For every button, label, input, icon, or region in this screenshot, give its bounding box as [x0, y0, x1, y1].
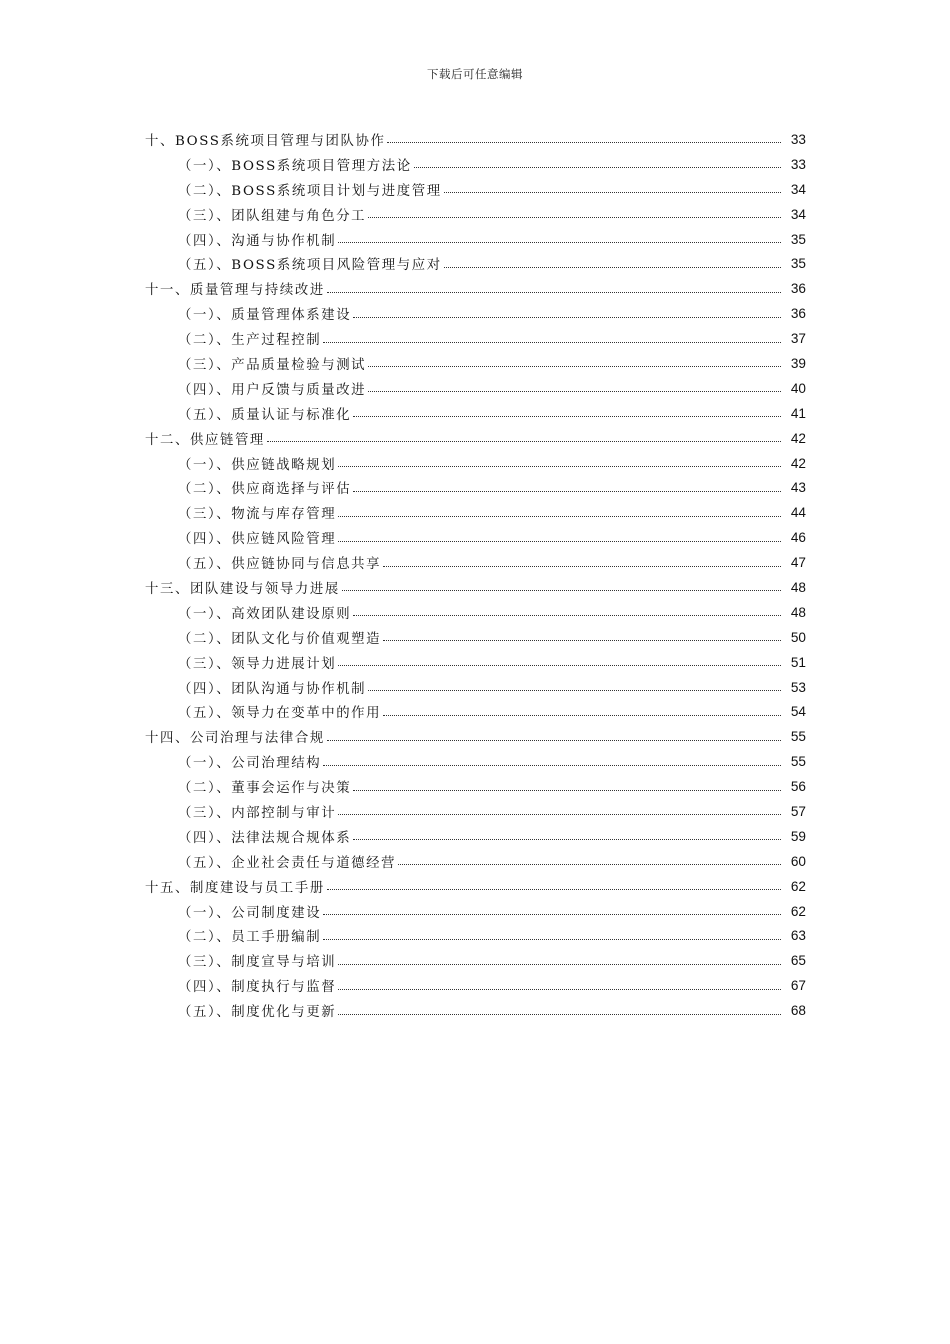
toc-section-entry[interactable] — [0, 749, 950, 774]
toc-entry-title: （三）、制度宣导与培训 — [178, 955, 337, 971]
toc-chapter-entry[interactable] — [0, 426, 950, 451]
toc-page-number: 35 — [790, 256, 806, 272]
toc-dot-leader — [368, 366, 781, 367]
toc-entry-title: （四）、供应链风险管理 — [178, 532, 337, 548]
toc-dot-leader — [383, 566, 781, 567]
table-of-contents — [0, 127, 950, 1023]
toc-entry-title: （二）、生产过程控制 — [178, 333, 322, 349]
toc-entry-title: （一）、质量管理体系建设 — [178, 308, 352, 324]
toc-page-number: 57 — [790, 803, 806, 819]
toc-entry-title: （四）、沟通与协作机制 — [178, 233, 337, 249]
toc-entry-title: （五）、制度优化与更新 — [178, 1005, 337, 1021]
toc-page-number: 62 — [790, 878, 806, 894]
toc-entry-title: （五）、质量认证与标准化 — [178, 407, 352, 423]
toc-entry-title: 十四、公司治理与法律合规 — [145, 731, 325, 747]
toc-page-number: 68 — [790, 1003, 806, 1019]
toc-section-entry[interactable] — [0, 301, 950, 326]
toc-page-number: 55 — [790, 729, 806, 745]
toc-section-entry[interactable] — [0, 500, 950, 525]
toc-section-entry[interactable] — [0, 227, 950, 252]
toc-entry-title: （四）、用户反馈与质量改进 — [178, 382, 367, 398]
toc-entry-title: （二）、供应商选择与评估 — [178, 482, 352, 498]
toc-dot-leader — [353, 317, 781, 318]
toc-section-entry[interactable] — [0, 675, 950, 700]
toc-section-entry[interactable] — [0, 451, 950, 476]
toc-page-number: 54 — [790, 704, 806, 720]
toc-entry-title: 十三、团队建设与领导力进展 — [145, 581, 340, 597]
toc-section-entry[interactable] — [0, 699, 950, 724]
toc-entry-title: 十一、质量管理与持续改进 — [145, 283, 325, 299]
toc-section-entry[interactable] — [0, 625, 950, 650]
toc-page-number: 34 — [790, 206, 806, 222]
toc-entry-title: （五）、供应链协同与信息共享 — [178, 557, 382, 573]
toc-dot-leader — [414, 167, 781, 168]
toc-page-number: 37 — [790, 331, 806, 347]
toc-dot-leader — [368, 690, 781, 691]
toc-dot-leader — [338, 466, 781, 467]
toc-entry-title: （二）、BOSS系统项目计划与进度管理 — [178, 183, 442, 199]
toc-page-number: 47 — [790, 555, 806, 571]
toc-dot-leader — [353, 790, 781, 791]
toc-page-number: 33 — [790, 131, 806, 147]
toc-section-entry[interactable] — [0, 251, 950, 276]
toc-entry-title: （三）、内部控制与审计 — [178, 805, 337, 821]
toc-entry-title: （二）、董事会运作与决策 — [178, 781, 352, 797]
toc-section-entry[interactable] — [0, 824, 950, 849]
toc-page-number: 33 — [790, 156, 806, 172]
toc-entry-title: （一）、高效团队建设原则 — [178, 606, 352, 622]
toc-dot-leader — [338, 989, 781, 990]
toc-dot-leader — [342, 590, 781, 591]
toc-entry-title: 十二、供应链管理 — [145, 432, 265, 448]
toc-page-number: 51 — [790, 654, 806, 670]
toc-dot-leader — [327, 740, 781, 741]
toc-dot-leader — [383, 715, 781, 716]
toc-page-number: 56 — [790, 779, 806, 795]
toc-chapter-entry[interactable] — [0, 276, 950, 301]
toc-page-number: 55 — [790, 754, 806, 770]
toc-page-number: 46 — [790, 530, 806, 546]
toc-entry-title: （一）、公司制度建设 — [178, 905, 322, 921]
toc-dot-leader — [444, 192, 781, 193]
toc-section-entry[interactable] — [0, 948, 950, 973]
toc-entry-title: （三）、物流与库存管理 — [178, 507, 337, 523]
toc-page-number: 40 — [790, 380, 806, 396]
toc-entry-title: 十、BOSS系统项目管理与团队协作 — [145, 133, 386, 149]
toc-entry-title: （三）、领导力进展计划 — [178, 656, 337, 672]
toc-chapter-entry[interactable] — [0, 874, 950, 899]
toc-dot-leader — [383, 640, 781, 641]
toc-dot-leader — [353, 491, 781, 492]
toc-dot-leader — [338, 814, 781, 815]
toc-section-entry[interactable] — [0, 550, 950, 575]
toc-section-entry[interactable] — [0, 799, 950, 824]
toc-chapter-entry[interactable] — [0, 575, 950, 600]
toc-section-entry[interactable] — [0, 376, 950, 401]
toc-page-number: 42 — [790, 455, 806, 471]
toc-section-entry[interactable] — [0, 650, 950, 675]
toc-dot-leader — [323, 939, 781, 940]
toc-page-number: 44 — [790, 505, 806, 521]
toc-page-number: 39 — [790, 355, 806, 371]
toc-section-entry[interactable] — [0, 998, 950, 1023]
toc-page-number: 41 — [790, 405, 806, 421]
toc-section-entry[interactable] — [0, 774, 950, 799]
toc-entry-title: （三）、产品质量检验与测试 — [178, 357, 367, 373]
toc-page-number: 36 — [790, 306, 806, 322]
toc-page-number: 48 — [790, 604, 806, 620]
toc-entry-title: （四）、团队沟通与协作机制 — [178, 681, 367, 697]
toc-page-number: 35 — [790, 231, 806, 247]
toc-dot-leader — [338, 541, 781, 542]
toc-chapter-entry[interactable] — [0, 724, 950, 749]
toc-page-number: 48 — [790, 579, 806, 595]
toc-dot-leader — [323, 342, 781, 343]
toc-page-number: 63 — [790, 928, 806, 944]
toc-chapter-entry[interactable] — [0, 127, 950, 152]
toc-dot-leader — [327, 292, 781, 293]
toc-dot-leader — [323, 914, 781, 915]
toc-section-entry[interactable] — [0, 351, 950, 376]
toc-page-number: 59 — [790, 828, 806, 844]
toc-page-number: 36 — [790, 281, 806, 297]
toc-page-number: 42 — [790, 430, 806, 446]
toc-dot-leader — [338, 964, 781, 965]
toc-entry-title: （五）、企业社会责任与道德经营 — [178, 855, 397, 871]
toc-section-entry[interactable] — [0, 326, 950, 351]
toc-section-entry[interactable] — [0, 202, 950, 227]
toc-page-number: 65 — [790, 953, 806, 969]
toc-entry-title: （五）、BOSS系统项目风险管理与应对 — [178, 258, 442, 274]
toc-section-entry[interactable] — [0, 401, 950, 426]
toc-entry-title: （二）、员工手册编制 — [178, 930, 322, 946]
toc-page-number: 53 — [790, 679, 806, 695]
toc-entry-title: （一）、供应链战略规划 — [178, 457, 337, 473]
toc-entry-title: （一）、BOSS系统项目管理方法论 — [178, 158, 412, 174]
toc-dot-leader — [368, 217, 781, 218]
toc-section-entry[interactable] — [0, 152, 950, 177]
toc-entry-title: （四）、法律法规合规体系 — [178, 830, 352, 846]
toc-section-entry[interactable] — [0, 177, 950, 202]
toc-dot-leader — [387, 142, 781, 143]
toc-entry-title: （二）、团队文化与价值观塑造 — [178, 631, 382, 647]
toc-section-entry[interactable] — [0, 600, 950, 625]
toc-dot-leader — [338, 516, 781, 517]
page-header: 下载后可任意编辑 — [427, 67, 523, 81]
toc-dot-leader — [338, 242, 781, 243]
toc-page-number: 67 — [790, 978, 806, 994]
toc-section-entry[interactable] — [0, 475, 950, 500]
toc-page-number: 43 — [790, 480, 806, 496]
toc-entry-title: （一）、公司治理结构 — [178, 756, 322, 772]
toc-dot-leader — [368, 391, 781, 392]
toc-section-entry[interactable] — [0, 849, 950, 874]
toc-section-entry[interactable] — [0, 525, 950, 550]
toc-dot-leader — [267, 441, 781, 442]
toc-section-entry[interactable] — [0, 899, 950, 924]
toc-dot-leader — [323, 765, 781, 766]
toc-dot-leader — [353, 839, 781, 840]
toc-page-number: 60 — [790, 853, 806, 869]
toc-dot-leader — [353, 615, 781, 616]
toc-entry-title: （三）、团队组建与角色分工 — [178, 208, 367, 224]
toc-dot-leader — [444, 267, 781, 268]
toc-dot-leader — [338, 1014, 781, 1015]
toc-dot-leader — [398, 864, 781, 865]
toc-dot-leader — [338, 665, 781, 666]
toc-entry-title: （四）、制度执行与监督 — [178, 980, 337, 996]
toc-page-number: 34 — [790, 181, 806, 197]
toc-dot-leader — [327, 889, 781, 890]
toc-section-entry[interactable] — [0, 973, 950, 998]
toc-entry-title: （五）、领导力在变革中的作用 — [178, 706, 382, 722]
toc-entry-title: 十五、制度建设与员工手册 — [145, 880, 325, 896]
toc-section-entry[interactable] — [0, 924, 950, 949]
toc-page-number: 62 — [790, 903, 806, 919]
toc-page-number: 50 — [790, 629, 806, 645]
toc-dot-leader — [353, 416, 781, 417]
